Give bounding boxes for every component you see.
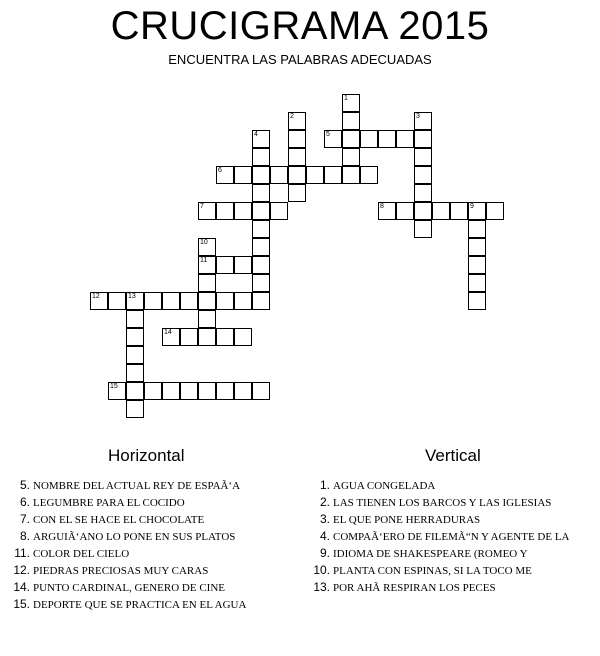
grid-cell[interactable]	[396, 130, 414, 148]
grid-cell[interactable]	[234, 328, 252, 346]
clue-text: PLANTA CON ESPINAS, SI LA TOCO ME	[333, 565, 532, 577]
clue-text: LEGUMBRE PARA EL COCIDO	[33, 497, 185, 509]
clue-item	[300, 494, 600, 511]
clue-number: 15.	[13, 597, 30, 611]
grid-cell[interactable]	[198, 202, 216, 220]
grid-cell[interactable]	[468, 220, 486, 238]
grid-cell[interactable]	[180, 292, 198, 310]
grid-cell[interactable]	[252, 256, 270, 274]
grid-cell[interactable]	[414, 112, 432, 130]
cell-number: 15	[110, 383, 118, 390]
grid-cell[interactable]	[378, 202, 396, 220]
grid-cell[interactable]	[360, 130, 378, 148]
grid-cell[interactable]	[90, 292, 108, 310]
horizontal-clue-list	[0, 477, 300, 613]
grid-cell[interactable]	[486, 202, 504, 220]
grid-cell[interactable]	[414, 184, 432, 202]
clue-item	[300, 562, 600, 579]
grid-cell[interactable]	[288, 184, 306, 202]
cell-number: 12	[92, 293, 100, 300]
grid-cell[interactable]	[198, 310, 216, 328]
grid-cell[interactable]	[126, 292, 144, 310]
grid-cell[interactable]	[126, 400, 144, 418]
clue-number: 6.	[19, 495, 30, 509]
grid-cell[interactable]	[324, 130, 342, 148]
grid-cell[interactable]	[270, 202, 288, 220]
grid-cell[interactable]	[162, 292, 180, 310]
clue-text: PIEDRAS PRECIOSAS MUY CARAS	[33, 565, 209, 577]
clue-text: ARGUIÃ‘ANO LO PONE EN SUS PLATOS	[33, 531, 236, 543]
clue-text: AGUA CONGELADA	[333, 480, 436, 492]
grid-cell[interactable]	[126, 328, 144, 346]
grid-cell[interactable]	[216, 292, 234, 310]
vertical-clue-list	[300, 477, 600, 596]
grid-cell[interactable]	[108, 382, 126, 400]
clue-item	[300, 545, 600, 562]
grid-cell[interactable]	[126, 382, 144, 400]
grid-cell[interactable]	[252, 382, 270, 400]
clue-item	[0, 579, 300, 596]
grid-cell[interactable]	[234, 256, 252, 274]
grid-cell[interactable]	[288, 130, 306, 148]
grid-cell[interactable]	[414, 130, 432, 148]
grid-cell[interactable]	[270, 166, 288, 184]
grid-cell[interactable]	[216, 202, 234, 220]
grid-cell[interactable]	[414, 166, 432, 184]
grid-cell[interactable]	[342, 112, 360, 130]
grid-cell[interactable]	[180, 328, 198, 346]
clue-text: DEPORTE QUE SE PRACTICA EN EL AGUA	[33, 599, 247, 611]
grid-cell[interactable]	[108, 292, 126, 310]
grid-cell[interactable]	[378, 130, 396, 148]
grid-cell[interactable]	[288, 148, 306, 166]
grid-cell[interactable]	[252, 292, 270, 310]
grid-cell[interactable]	[216, 166, 234, 184]
cell-number: 1	[344, 95, 348, 102]
grid-cell[interactable]	[126, 310, 144, 328]
grid-cell[interactable]	[252, 184, 270, 202]
grid-cell[interactable]	[162, 382, 180, 400]
clue-number: 13.	[313, 580, 330, 594]
grid-cell[interactable]	[144, 292, 162, 310]
page-title: CRUCIGRAMA 2015	[110, 4, 490, 48]
grid-cell[interactable]	[306, 166, 324, 184]
clue-item	[300, 477, 600, 494]
clue-text: CON EL SE HACE EL CHOCOLATE	[33, 514, 205, 526]
grid-cell[interactable]	[216, 328, 234, 346]
grid-cell[interactable]	[198, 292, 216, 310]
grid-cell[interactable]	[234, 292, 252, 310]
grid-cell[interactable]	[414, 148, 432, 166]
grid-cell[interactable]	[468, 238, 486, 256]
grid-cell[interactable]	[288, 112, 306, 130]
clue-text: COLOR DEL CIELO	[33, 548, 130, 560]
clue-item	[300, 511, 600, 528]
grid-cell[interactable]	[468, 256, 486, 274]
cell-number: 9	[470, 203, 474, 210]
grid-cell[interactable]	[180, 382, 198, 400]
grid-cell[interactable]	[468, 292, 486, 310]
cell-number: 11	[200, 257, 208, 264]
grid-cell[interactable]	[288, 166, 306, 184]
clue-text: POR AHÃ RESPIRAN LOS PECES	[333, 582, 496, 594]
grid-cell[interactable]	[432, 202, 450, 220]
clue-number: 1.	[319, 478, 330, 492]
cell-number: 4	[254, 131, 258, 138]
grid-cell[interactable]	[162, 328, 180, 346]
clue-item	[0, 562, 300, 579]
grid-cell[interactable]	[234, 202, 252, 220]
cell-number: 3	[416, 113, 420, 120]
horizontal-heading: Horizontal	[108, 446, 185, 465]
cell-number: 13	[128, 293, 136, 300]
clue-number: 8.	[19, 529, 30, 543]
cell-number: 7	[200, 203, 204, 210]
grid-cell[interactable]	[216, 382, 234, 400]
grid-cell[interactable]	[126, 346, 144, 364]
clue-number: 4.	[319, 529, 330, 543]
grid-cell[interactable]	[252, 238, 270, 256]
clue-item	[0, 528, 300, 545]
clue-number: 10.	[313, 563, 330, 577]
grid-cell[interactable]	[252, 202, 270, 220]
cell-number: 2	[290, 113, 294, 120]
grid-cell[interactable]	[234, 382, 252, 400]
clue-number: 5.	[19, 478, 30, 492]
clue-number: 12.	[13, 563, 30, 577]
clue-item	[0, 477, 300, 494]
grid-cell[interactable]	[252, 148, 270, 166]
grid-cell[interactable]	[342, 130, 360, 148]
grid-cell[interactable]	[198, 274, 216, 292]
grid-cell[interactable]	[198, 256, 216, 274]
grid-cell[interactable]	[396, 202, 414, 220]
grid-cell[interactable]	[252, 220, 270, 238]
grid-cell[interactable]	[198, 238, 216, 256]
grid-cell[interactable]	[342, 94, 360, 112]
grid-cell[interactable]	[252, 274, 270, 292]
clue-number: 7.	[19, 512, 30, 526]
grid-cell[interactable]	[198, 382, 216, 400]
grid-cell[interactable]	[468, 202, 486, 220]
grid-cell[interactable]	[252, 166, 270, 184]
grid-cell[interactable]	[414, 220, 432, 238]
grid-cell[interactable]	[216, 256, 234, 274]
grid-cell[interactable]	[414, 202, 432, 220]
grid-cell[interactable]	[324, 166, 342, 184]
grid-cell[interactable]	[450, 202, 468, 220]
clue-item	[0, 596, 300, 613]
clue-number: 2.	[319, 495, 330, 509]
grid-cell[interactable]	[360, 166, 378, 184]
clue-item	[300, 528, 600, 545]
clue-text: COMPAÃ‘ERO DE FILEMÃ“N Y AGENTE DE LA	[333, 531, 570, 543]
clue-item	[0, 545, 300, 562]
clue-number: 3.	[319, 512, 330, 526]
grid-cell[interactable]	[144, 382, 162, 400]
clue-number: 9.	[319, 546, 330, 560]
cell-number: 8	[380, 203, 384, 210]
grid-cell[interactable]	[198, 328, 216, 346]
clue-text: IDIOMA DE SHAKESPEARE (ROMEO Y	[333, 548, 528, 560]
clue-number: 11.	[14, 546, 30, 560]
clue-text: PUNTO CARDINAL, GENERO DE CINE	[33, 582, 225, 594]
clue-item	[0, 511, 300, 528]
grid-cell[interactable]	[342, 148, 360, 166]
cell-number: 10	[200, 239, 208, 246]
vertical-heading: Vertical	[425, 446, 481, 465]
cell-number: 6	[218, 167, 222, 174]
cell-number: 14	[164, 329, 172, 336]
grid-cell[interactable]	[252, 130, 270, 148]
grid-cell[interactable]	[468, 274, 486, 292]
clue-text: LAS TIENEN LOS BARCOS Y LAS IGLESIAS	[333, 497, 552, 509]
grid-cell[interactable]	[234, 166, 252, 184]
grid-cell[interactable]	[126, 364, 144, 382]
grid-cell[interactable]	[342, 166, 360, 184]
cell-number: 5	[326, 131, 330, 138]
clue-item	[300, 579, 600, 596]
clue-item	[0, 494, 300, 511]
clue-number: 14.	[13, 580, 30, 594]
clue-text: NOMBRE DEL ACTUAL REY DE ESPAÃ‘A	[33, 480, 241, 492]
clue-text: EL QUE PONE HERRADURAS	[333, 514, 481, 526]
page-subtitle: ENCUENTRA LAS PALABRAS ADECUADAS	[168, 52, 432, 67]
